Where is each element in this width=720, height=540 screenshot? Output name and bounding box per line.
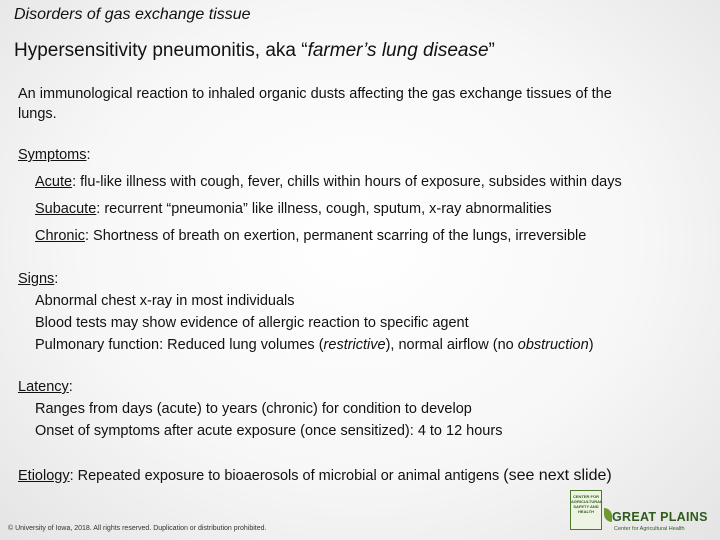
symptom-acute-label: Acute (35, 174, 73, 190)
latency-heading (18, 379, 73, 395)
pulmonary-a: Pulmonary function: Reduced lung volumes ( (35, 337, 324, 353)
pulmonary-obstruction: obstruction (517, 337, 589, 353)
section-title: Disorders of gas exchange tissue (14, 6, 251, 23)
signs-label: Signs (18, 271, 55, 287)
title-italic: farmer’s lung disease (307, 40, 489, 61)
etiology-label: Etiology (18, 468, 70, 484)
sign-pulmonary (35, 337, 594, 353)
logo-subtitle: Center for Agricultural Health (614, 526, 685, 532)
signs-heading (18, 271, 58, 287)
symptoms-heading (18, 147, 91, 163)
title-main: Hypersensitivity pneumonitis, aka “ (14, 40, 308, 61)
great-plains-logo (568, 490, 716, 536)
latency-colon: : (68, 379, 73, 395)
symptoms-label: Symptoms (18, 147, 87, 163)
symptom-subacute-label: Subacute (35, 201, 97, 217)
symptom-chronic-label: Chronic (35, 228, 85, 244)
symptom-subacute (35, 201, 552, 217)
pulmonary-c: ), normal airflow (no (385, 337, 518, 353)
leaf-icon (604, 508, 612, 522)
latency-item: Onset of symptoms after acute exposure (once sensitized): 4 to 12 hours (35, 423, 503, 439)
pulmonary-restrictive: restrictive (323, 337, 386, 353)
symptom-acute-text: : flu-like illness with cough, fever, chills within hours of exposure, subsides within days (72, 174, 622, 190)
pulmonary-e: ) (588, 337, 594, 353)
etiology-text: : Repeated exposure to bioaerosols of microbial or animal antigens (69, 468, 504, 484)
slide-title (14, 40, 495, 62)
sign-item: Blood tests may show evidence of allergic reaction to specific agent (35, 315, 469, 331)
symptoms-colon: : (86, 147, 91, 163)
symptom-chronic (35, 228, 586, 244)
logo-name: GREAT PLAINS (612, 510, 708, 524)
see-next-slide: (see next slide) (503, 467, 612, 484)
copyright-footer: © University of Iowa, 2018. All rights reserved. Duplication or distribution prohibited. (8, 525, 267, 532)
symptom-chronic-text: : Shortness of breath on exertion, permanent scarring of the lungs, irreversible (84, 228, 587, 244)
symptom-subacute-text: : recurrent “pneumonia” like illness, cough, sputum, x-ray abnormalities (96, 201, 552, 217)
etiology-line (18, 467, 612, 485)
logo-badge: CENTER FOR AGRICULTURAL SAFETY AND HEALTH (570, 490, 602, 530)
symptom-acute (35, 174, 622, 190)
latency-label: Latency (18, 379, 69, 395)
latency-item: Ranges from days (acute) to years (chronic) for condition to develop (35, 401, 472, 417)
sign-item: Abnormal chest x-ray in most individuals (35, 293, 295, 309)
signs-colon: : (54, 271, 59, 287)
intro-paragraph: An immunological reaction to inhaled organic dusts affecting the gas exchange tissues of the lungs. (18, 86, 612, 122)
title-end: ” (488, 40, 495, 61)
